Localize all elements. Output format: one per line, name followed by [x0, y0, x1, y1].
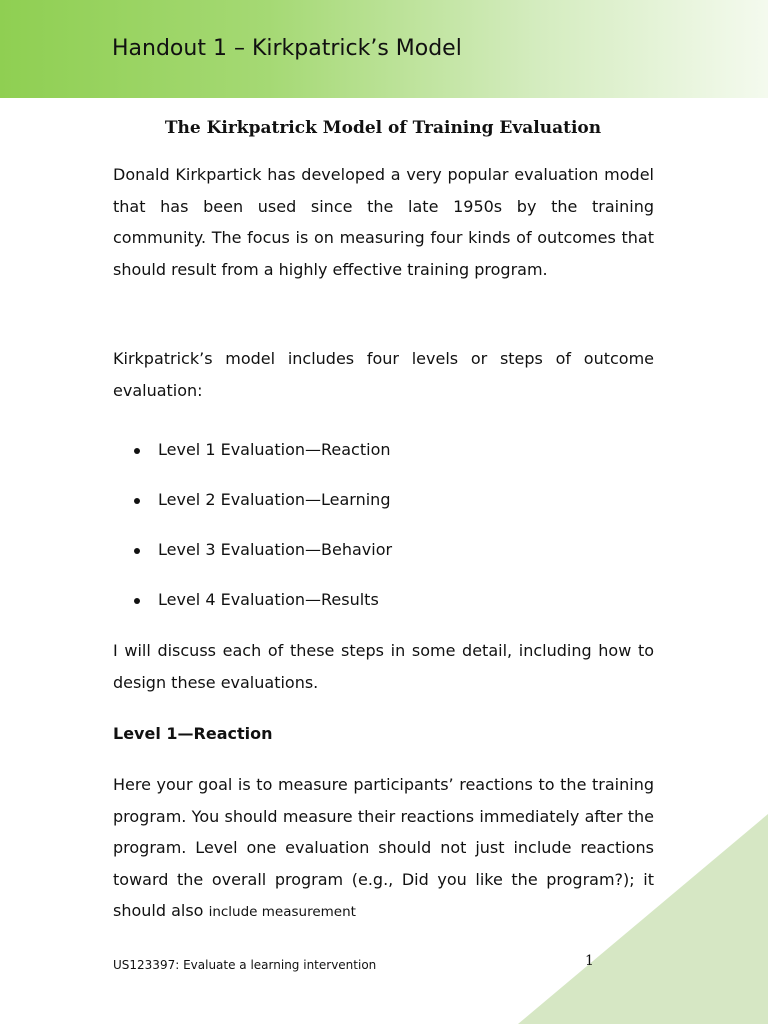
- bullet-icon: [134, 548, 140, 554]
- bullet-icon: [134, 598, 140, 604]
- level1-paragraph-main: Here your goal is to measure participants’ reactions to the training program. You should measure their reactions immediately after the program. Level one evaluation should not just include reactions toward the overall program (e.g., Did you like the program?); it should also: [113, 775, 654, 920]
- bullet-icon: [134, 448, 140, 454]
- intro-paragraph: Donald Kirkpartick has developed a very popular evaluation model that has been used since the late 1950s by the training community. The focus is on measuring four kinds of outcomes that should result from a highly effective training program.: [113, 165, 654, 279]
- document-title: The Kirkpatrick Model of Training Evaluation: [164, 118, 602, 138]
- list-item: [112, 438, 392, 488]
- discussion-paragraph: I will discuss each of these steps in some detail, including how to design these evaluations.: [113, 641, 654, 692]
- list-item: [112, 588, 392, 638]
- page-number: 1: [585, 953, 594, 969]
- header-title: Handout 1 – Kirkpatrick’s Model: [112, 36, 462, 61]
- level1-paragraph: [113, 769, 654, 929]
- footer-text: US123397: Evaluate a learning intervention: [113, 958, 377, 972]
- levels-intro-paragraph: Kirkpatrick’s model includes four levels or steps of outcome evaluation:: [113, 349, 654, 400]
- list-item-label: Level 2 Evaluation—Learning: [158, 490, 391, 509]
- bullet-icon: [134, 498, 140, 504]
- list-item: [112, 488, 392, 538]
- section-heading-level1: Level 1—Reaction: [113, 724, 273, 743]
- list-item-label: Level 1 Evaluation—Reaction: [158, 440, 391, 459]
- level1-paragraph-tail: include measurement: [208, 904, 356, 920]
- list-item-label: Level 4 Evaluation—Results: [158, 590, 379, 609]
- list-item-label: Level 3 Evaluation—Behavior: [158, 540, 393, 559]
- levels-list: [112, 438, 392, 638]
- list-item: [112, 538, 392, 588]
